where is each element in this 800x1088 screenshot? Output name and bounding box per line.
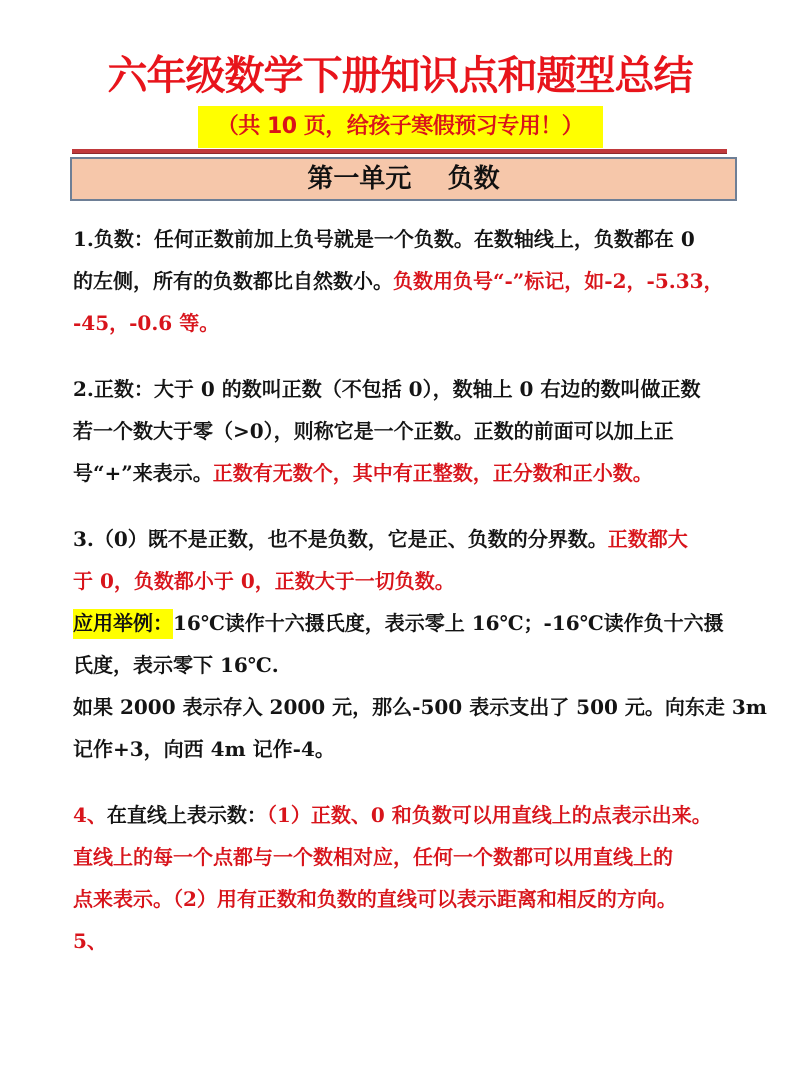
text-line-red: 于 0，负数都小于 0，正数大于一切负数。	[73, 569, 455, 593]
section-number: 4、	[73, 803, 107, 827]
text-line-red: -45，-0.6 等。	[73, 311, 220, 335]
text-red: 负数用负号“-”标记，如-2，-5.33，	[393, 269, 724, 293]
text-line: 1.负数：任何正数前加上负号就是一个负数。在数轴线上，负数都在 0	[73, 227, 695, 251]
text-line	[73, 518, 733, 560]
section-4-number-line	[73, 794, 733, 962]
text-line: 记作+3，向西 4m 记作-4。	[73, 737, 335, 761]
section-2-positive-numbers	[73, 368, 733, 494]
spacer	[73, 494, 733, 518]
text-black: 的左侧，所有的负数都比自然数小。	[73, 269, 393, 293]
section-3-zero	[73, 518, 767, 770]
subtitle-text: （共 10 页，给孩子寒假预习专用！）	[198, 106, 603, 148]
text-line	[73, 260, 733, 302]
text-black: 16℃读作十六摄氏度，表示零上 16℃；-16℃读作负十六摄	[173, 611, 724, 635]
example-label-highlight: 应用举例：	[73, 609, 173, 639]
text-red: （1）正数、0 和负数可以用直线上的点表示出来。	[266, 803, 712, 827]
text-red: 正数有无数个，其中有正整数，正分数和正小数。	[212, 461, 653, 485]
text-line	[73, 602, 733, 644]
page-title: 六年级数学下册知识点和题型总结	[107, 53, 693, 99]
subtitle-banner	[0, 106, 800, 148]
text-line	[73, 794, 733, 836]
text-line-red: 点来表示。（2）用有正数和负数的直线可以表示距离和相反的方向。	[73, 887, 677, 911]
text-line	[73, 452, 733, 494]
text-black: 号“+”来表示。	[73, 461, 213, 485]
document-body	[73, 218, 767, 962]
text-line: 如果 2000 表示存入 2000 元，那么-500 表示支出了 500 元。向东走 3m	[73, 695, 767, 719]
text-black: 3.（0）既不是正数，也不是负数，它是正、负数的分界数。	[73, 527, 608, 551]
text-line-red: 直线上的每一个点都与一个数相对应，任何一个数都可以用直线上的	[73, 845, 673, 869]
unit-heading: 第一单元 负数	[70, 157, 737, 201]
text-red: 正数都大	[607, 527, 688, 551]
text-line: 氏度，表示零下 16℃.	[73, 653, 279, 677]
spacer	[73, 770, 733, 794]
section-5-number: 5、	[73, 929, 107, 953]
text-line: 2.正数：大于 0 的数叫正数（不包括 0），数轴上 0 右边的数叫做正数	[73, 377, 701, 401]
divider-rule	[72, 149, 727, 154]
section-1-negative-numbers	[73, 218, 733, 344]
text-black: 在直线上表示数：	[106, 803, 267, 827]
spacer	[73, 344, 733, 368]
text-line: 若一个数大于零（>0），则称它是一个正数。正数的前面可以加上正	[73, 419, 674, 443]
